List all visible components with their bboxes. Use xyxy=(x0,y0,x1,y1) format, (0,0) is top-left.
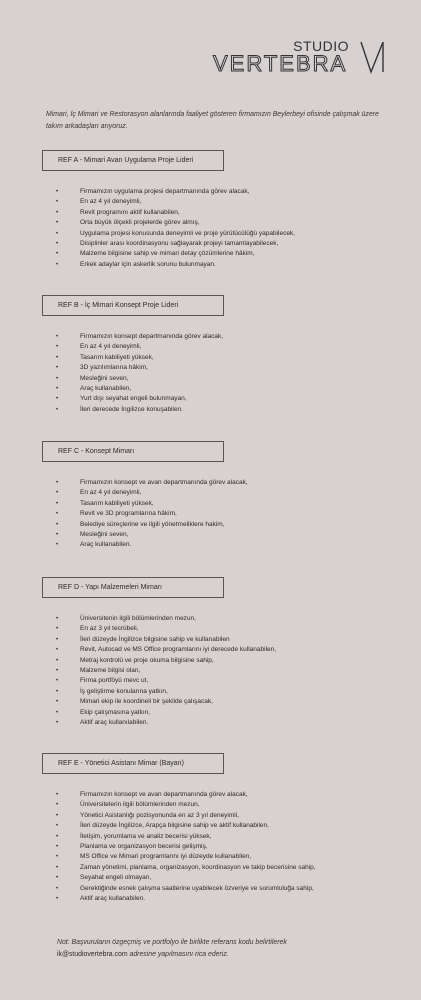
section-ref-d xyxy=(42,577,402,728)
section-ref-c xyxy=(42,441,402,551)
logo-mark-icon xyxy=(359,40,385,74)
list-item: • 3D yazılımlarına hâkim, xyxy=(42,363,402,373)
requirements-list xyxy=(42,614,402,728)
intro-text: Mimari, İç Mimari ve Restorasyon alanlarında faaliyet gösteren firmamızın Beylerbeyi ofisinde çalışmak üzere takım arkadaşları arıyoruz. xyxy=(46,111,379,130)
list-item: • Yurt dışı seyahat engeli bulunmayan, xyxy=(42,394,402,404)
ref-title: REF D - Yapı Malzemeleri Mimarı xyxy=(42,577,224,598)
list-item: • Revit ve 3D programlarına hâkim, xyxy=(42,509,402,519)
logo-vertebra-text: VERTEBRA xyxy=(213,51,348,76)
ref-title: REF A - Mimari Avan Uygulama Proje Lideri xyxy=(42,150,224,171)
list-item: • Mimari ekip ile koordineli bir şekilde çalışacak, xyxy=(42,697,402,707)
list-item: • Aktif araç kullanılabilen. xyxy=(42,718,402,728)
list-item: • Tasarım kabiliyeti yüksek, xyxy=(42,353,402,363)
list-item: • Tasarım kabiliyeti yüksek, xyxy=(42,499,402,509)
application-note xyxy=(57,937,357,960)
list-item: • Aktif araç kullanabilen. xyxy=(42,894,402,904)
list-item: • Araç kullanabilen, xyxy=(42,384,402,394)
list-item: • Erkek adaylar için askerlik sorunu bulunmayan. xyxy=(42,260,402,270)
requirements-list xyxy=(42,478,402,551)
list-item: • Disiplinler arası koordinasyonu sağlayarak projeyi tamamlayabilecek, xyxy=(42,239,402,249)
list-item: • Gerektiğinde esnek çalışma saatlerine uyabilecek özveriye ve sorumluluğa sahip, xyxy=(42,884,402,894)
list-item: • İleri düzeyde İngilizce bilgisine sahip ve kullanabilen xyxy=(42,635,402,645)
list-item: • Yönetici Asistanlığı pozisyonunda en az 3 yıl deneyimli, xyxy=(42,811,402,821)
list-item: • Orta büyük ölçekli projelerde görev almış, xyxy=(42,218,402,228)
note-line-1: Not: Başvuruların özgeçmiş ve portfolyo ile birlikte referans kodu belirtilerek xyxy=(57,939,287,946)
contact-email-link[interactable]: ik@studiovertebra.com xyxy=(57,950,128,958)
list-item: • Ekip çalışmasına yatkın, xyxy=(42,708,402,718)
list-item: • Zaman yönetimi, planlama, organizasyon, koordinasyon ve takip becerisine sahip, xyxy=(42,863,402,873)
requirements-list xyxy=(42,187,402,270)
ref-title: REF E - Yönetici Asistanı Mimar (Bayan) xyxy=(42,753,224,774)
list-item: • Firma portföyü mevc ut, xyxy=(42,676,402,686)
list-item: • Mesleğini seven, xyxy=(42,530,402,540)
list-item: • İletişim, yorumlama ve analiz becerisi yüksek, xyxy=(42,832,402,842)
note-line-2: adresine yapılmasını rica ederiz. xyxy=(127,950,229,958)
list-item: • Üniversitelerin ilgili bölümlerinden mezun, xyxy=(42,800,402,810)
list-item: • Araç kullanabilen. xyxy=(42,540,402,550)
section-ref-b xyxy=(42,295,402,415)
list-item: • Firmamızın konsept ve avan departmanında görev alacak, xyxy=(42,478,402,488)
list-item: • Uygulama projesi konusunda deneyimli ve proje yürütücülüğü yapabilecek, xyxy=(42,229,402,239)
list-item: • İş geliştirme konularına yatkın, xyxy=(42,687,402,697)
list-item: • Firmamızın konsept departmanında görev alacak, xyxy=(42,332,402,342)
list-item: • En az 4 yıl deneyimli, xyxy=(42,488,402,498)
list-item: • MS Office ve Mimari programlarını iyi düzeyde kullanabilen, xyxy=(42,852,402,862)
list-item: • Belediye süreçlerine ve ilgili yönetmeliklere hakim, xyxy=(42,520,402,530)
list-item: • En az 3 yıl tecrübeli, xyxy=(42,624,402,634)
list-item: • Malzeme bilgisine sahip ve mimari detay çözümlerine hâkim, xyxy=(42,249,402,259)
list-item: • Malzeme bilgisi olan, xyxy=(42,666,402,676)
list-item: • Seyahat engeli olmayan, xyxy=(42,873,402,883)
list-item: • Mesleğini seven, xyxy=(42,374,402,384)
requirements-list xyxy=(42,790,402,904)
list-item: • Firmamızın konsept ve avan departmanında görev alacak, xyxy=(42,790,402,800)
list-item: • Üniversitenin ilgili bölümlerinden mezun, xyxy=(42,614,402,624)
list-item: • En az 4 yıl deneyimli, xyxy=(42,342,402,352)
list-item: • Metraj kontrolü ve proje okuma bilgisine sahip, xyxy=(42,656,402,666)
list-item: • Planlama ve organizasyon becerisi gelişmiş, xyxy=(42,842,402,852)
ref-title: REF C - Konsept Mimarı xyxy=(42,441,224,462)
list-item: • Revit programını aktif kullanabilen, xyxy=(42,208,402,218)
section-ref-e xyxy=(42,753,402,904)
list-item: • Revit, Autocad ve MS Office programlarını iyi derecede kullanabilen, xyxy=(42,645,402,655)
studio-vertebra-logo xyxy=(213,38,385,76)
list-item: • İleri düzeyde İngilizce, Arapça bilgisine sahip ve aktif kullanabilen, xyxy=(42,821,402,831)
ref-title: REF B - İç Mimari Konsept Proje Lideri xyxy=(42,295,224,316)
list-item: • En az 4 yıl deneyimli, xyxy=(42,197,402,207)
logo-studio-text: STUDIO xyxy=(293,38,349,54)
list-item: • İleri derecede İngilizce konuşabilen. xyxy=(42,405,402,415)
section-ref-a xyxy=(42,150,402,270)
list-item: • Firmamızın uygulama projesi departmanında görev alacak, xyxy=(42,187,402,197)
requirements-list xyxy=(42,332,402,415)
